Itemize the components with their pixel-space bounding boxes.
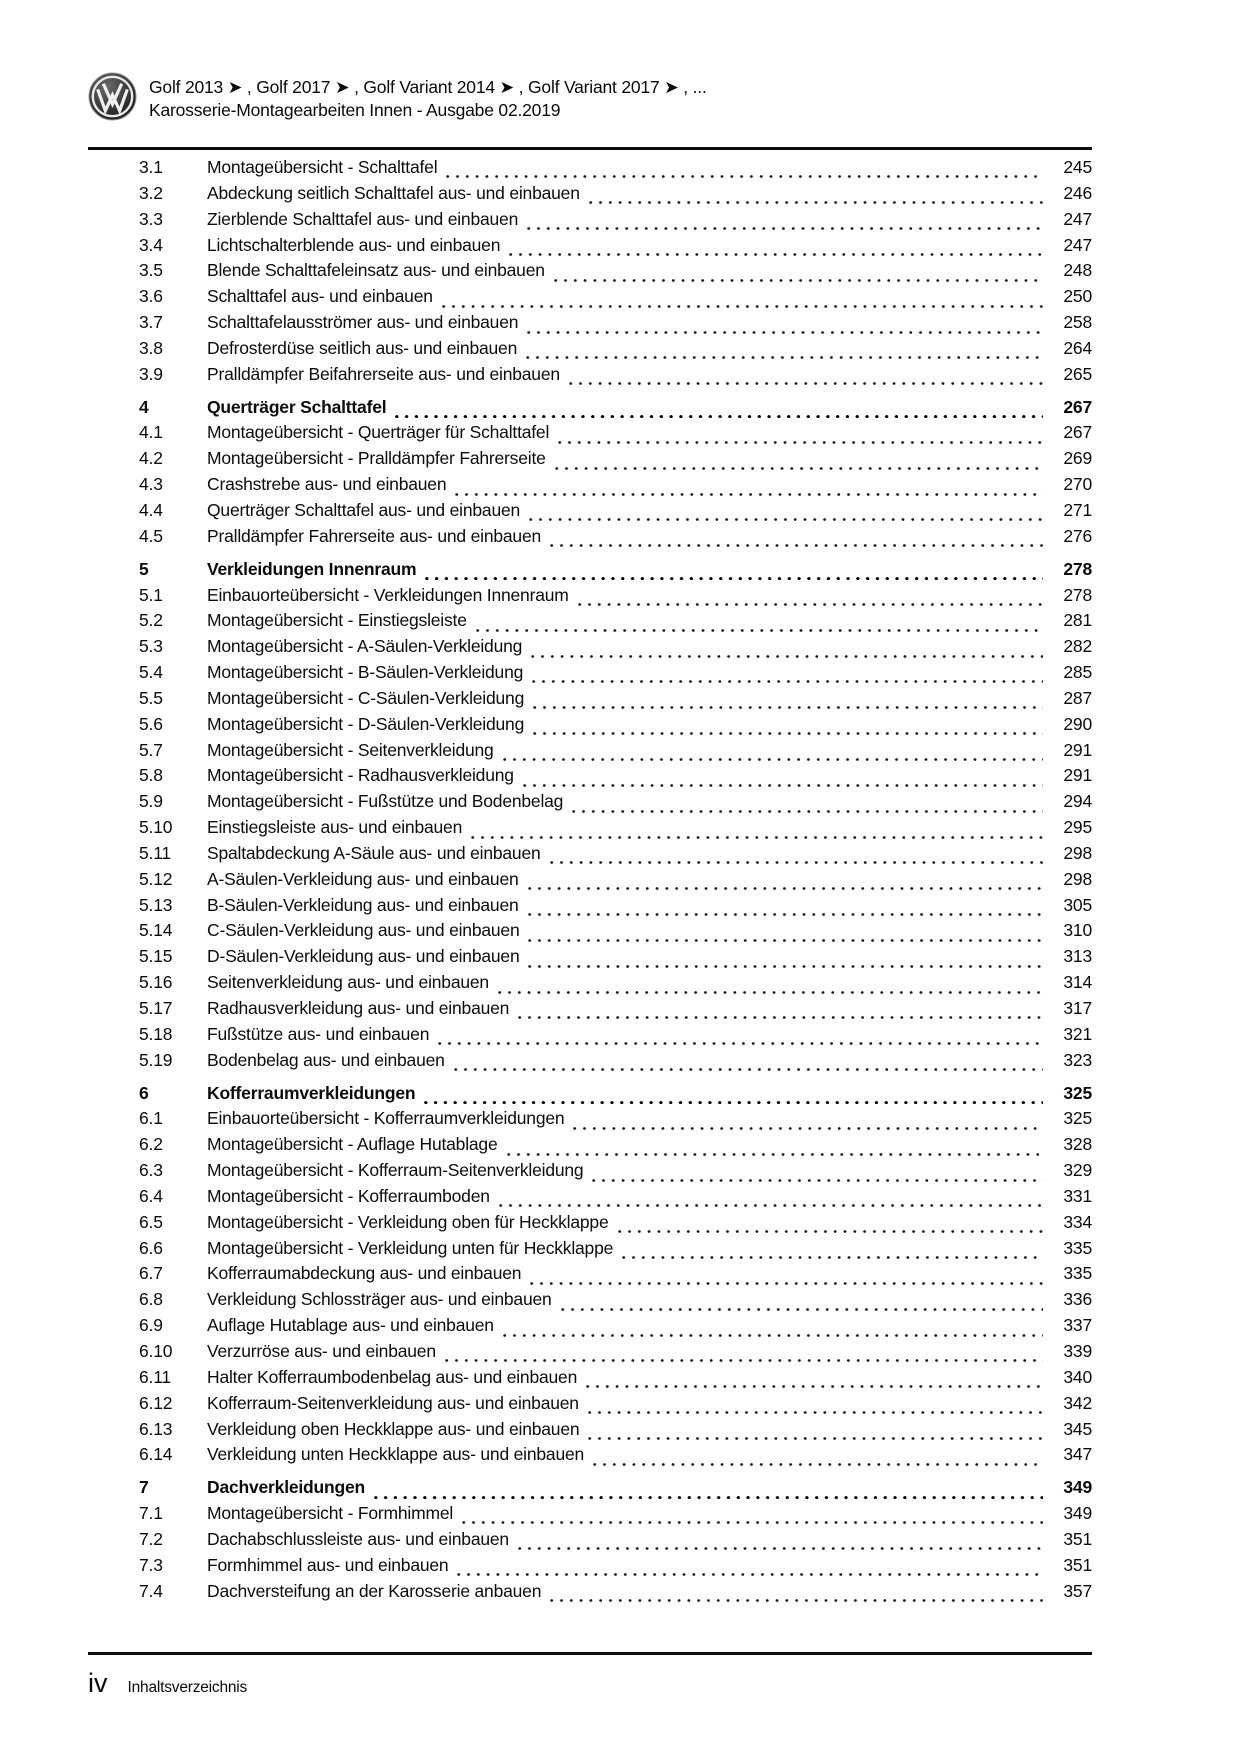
toc-dot-leader [499, 1204, 1043, 1207]
toc-dot-leader [438, 1042, 1043, 1045]
toc-entry-number: 4 [139, 396, 149, 417]
toc-entry-title: Formhimmel aus- und einbauen [207, 1554, 449, 1575]
toc-entry-title: Zierblende Schalttafel aus- und einbauen [207, 208, 519, 229]
toc-entry-title: Montageübersicht - Pralldämpfer Fahrerseite [207, 448, 546, 469]
toc-entry[interactable] [88, 1083, 1092, 1109]
toc-entry-number: 6.10 [139, 1340, 173, 1361]
vw-logo-icon [88, 72, 137, 121]
toc-entry[interactable] [88, 1212, 1092, 1238]
toc-entry-title: Kofferraum-Seitenverkleidung aus- und einbauen [207, 1392, 579, 1413]
toc-entry[interactable] [88, 1108, 1092, 1134]
toc-entry-page: 267 [1063, 396, 1092, 417]
toc-entry-title: Verkleidung unten Heckklappe aus- und einbauen [207, 1444, 585, 1465]
toc-entry[interactable] [88, 895, 1092, 921]
toc-entry[interactable] [88, 1160, 1092, 1186]
toc-dot-leader [425, 577, 1043, 580]
toc-dot-leader [572, 810, 1043, 813]
toc-dot-leader [622, 1256, 1043, 1259]
toc-entry-page: 282 [1063, 636, 1092, 657]
toc-entry-number: 6.11 [139, 1366, 171, 1387]
toc-entry-number: 5.2 [139, 610, 163, 631]
toc-entry-title: Montageübersicht - Einstiegsleiste [207, 610, 467, 631]
toc-entry-page: 334 [1063, 1211, 1092, 1232]
toc-entry[interactable] [88, 998, 1092, 1024]
toc-entry[interactable] [88, 209, 1092, 235]
toc-dot-leader [573, 1127, 1043, 1130]
toc-dot-leader [374, 1496, 1043, 1499]
toc-entry-title: Montageübersicht - Verkleidung unten für Heckklappe [207, 1237, 614, 1258]
toc-entry-number: 5.4 [139, 662, 163, 683]
page-footer [88, 1668, 1092, 1698]
toc-dot-leader [561, 1308, 1043, 1311]
toc-entry-page: 335 [1063, 1237, 1092, 1258]
toc-entry[interactable] [88, 1367, 1092, 1393]
toc-entry-title: Montageübersicht - Kofferraum-Seitenverkleidung [207, 1160, 584, 1181]
toc-entry-page: 278 [1063, 558, 1092, 579]
toc-dot-leader [586, 1385, 1043, 1388]
toc-entry-number: 3.6 [139, 286, 163, 307]
header-divider [88, 147, 1092, 150]
toc-entry-page: 298 [1063, 842, 1092, 863]
toc-entry[interactable] [88, 364, 1092, 390]
toc-entry[interactable] [88, 397, 1092, 423]
toc-entry-page: 305 [1063, 894, 1092, 915]
toc-entry-number: 5.9 [139, 791, 163, 812]
toc-entry-title: Fußstütze aus- und einbauen [207, 1023, 430, 1044]
toc-dot-leader [462, 1521, 1043, 1524]
toc-dot-leader [523, 784, 1043, 787]
toc-entry-number: 7.2 [139, 1528, 163, 1549]
toc-entry[interactable] [88, 610, 1092, 636]
toc-entry[interactable] [88, 422, 1092, 448]
toc-entry-title: Querträger Schalttafel aus- und einbauen [207, 499, 521, 520]
toc-entry[interactable] [88, 1315, 1092, 1341]
toc-dot-leader [528, 939, 1043, 942]
toc-entry-number: 3.4 [139, 234, 163, 255]
toc-entry-number: 4.1 [139, 422, 163, 443]
toc-dot-leader [550, 1599, 1043, 1602]
footer-section-label: Inhaltsverzeichnis [127, 1679, 248, 1696]
toc-entry-page: 291 [1063, 765, 1092, 786]
toc-entry-number: 5.8 [139, 765, 163, 786]
toc-entry-page: 325 [1063, 1108, 1092, 1129]
toc-entry-title: Radhausverkleidung aus- und einbauen [207, 998, 510, 1018]
toc-dot-leader [395, 415, 1043, 418]
toc-entry-number: 4.3 [139, 474, 163, 495]
toc-entry-page: 347 [1063, 1444, 1092, 1465]
toc-dot-leader [518, 1547, 1043, 1550]
toc-entry-page: 294 [1063, 791, 1092, 812]
toc-entry-page: 285 [1063, 662, 1092, 683]
toc-entry-number: 5.1 [139, 584, 163, 605]
toc-entry[interactable] [88, 1050, 1092, 1076]
toc-entry-number: 3.8 [139, 337, 163, 358]
toc-entry-page: 349 [1063, 1477, 1092, 1498]
toc-entry[interactable] [88, 1393, 1092, 1419]
toc-entry-title: Schalttafel aus- und einbauen [207, 286, 433, 307]
toc-dot-leader [533, 732, 1043, 735]
toc-entry-number: 6.8 [139, 1289, 163, 1310]
toc-dot-leader [558, 441, 1043, 444]
toc-entry-number: 5 [139, 558, 149, 579]
toc-entry-number: 5.13 [139, 894, 173, 915]
toc-entry-number: 5.18 [139, 1023, 173, 1044]
page-header [88, 70, 1092, 122]
toc-entry-number: 4.2 [139, 448, 163, 469]
toc-entry-title: Kofferraumabdeckung aus- und einbauen [207, 1263, 522, 1284]
toc-entry-number: 4.5 [139, 525, 163, 546]
toc-dot-leader [530, 1282, 1043, 1285]
toc-entry-title: Querträger Schalttafel [207, 396, 387, 417]
toc-entry-page: 331 [1063, 1185, 1092, 1206]
toc-entry-title: Abdeckung seitlich Schalttafel aus- und einbauen [207, 182, 580, 203]
toc-entry[interactable] [88, 740, 1092, 766]
toc-entry-number: 3.1 [139, 157, 163, 177]
toc-entry[interactable] [88, 1529, 1092, 1555]
toc-entry[interactable] [88, 500, 1092, 526]
toc-entry[interactable] [88, 843, 1092, 869]
toc-entry-title: Montageübersicht - B-Säulen-Verkleidung [207, 662, 524, 683]
toc-entry-number: 6.6 [139, 1237, 163, 1258]
header-models-line: Golf 2013 ➤ , Golf 2017 ➤ , Golf Variant 2014 ➤ , Golf Variant 2017 ➤ , ... [149, 77, 707, 97]
toc-entry[interactable] [88, 714, 1092, 740]
toc-entry-title: Einbauorteübersicht - Verkleidungen Innenraum [207, 584, 569, 605]
toc-entry-title: B-Säulen-Verkleidung aus- und einbauen [207, 894, 519, 915]
toc-entry[interactable] [88, 1289, 1092, 1315]
toc-dot-leader [533, 706, 1043, 709]
toc-entry-page: 247 [1063, 208, 1092, 229]
toc-dot-leader [471, 836, 1043, 839]
toc-dot-leader [498, 991, 1043, 994]
toc-entry-number: 5.7 [139, 739, 163, 760]
toc-entry-number: 6.13 [139, 1418, 173, 1439]
toc-entry-title: Lichtschalterblende aus- und einbauen [207, 234, 501, 255]
toc-entry-title: Montageübersicht - Formhimmel [207, 1503, 454, 1524]
toc-entry-page: 345 [1063, 1418, 1092, 1439]
toc-entry-page: 264 [1063, 337, 1092, 358]
toc-entry-title: Montageübersicht - D-Säulen-Verkleidung [207, 713, 525, 734]
toc-entry-number: 6.7 [139, 1263, 163, 1284]
toc-entry-number: 5.19 [139, 1049, 173, 1070]
toc-entry[interactable] [88, 791, 1092, 817]
toc-entry-number: 5.3 [139, 636, 163, 657]
toc-entry-title: Verkleidung Schlossträger aus- und einbauen [207, 1289, 552, 1310]
toc-entry-number: 5.10 [139, 817, 173, 838]
toc-dot-leader [507, 1153, 1044, 1156]
toc-entry-page: 313 [1063, 946, 1092, 967]
toc-entry[interactable] [88, 1419, 1092, 1445]
toc-entry-number: 5.6 [139, 713, 163, 734]
toc-entry-page: 342 [1063, 1392, 1092, 1413]
toc-entry-page: 323 [1063, 1049, 1092, 1070]
toc-entry-number: 3.2 [139, 182, 163, 203]
toc-dot-leader [528, 913, 1043, 916]
toc-dot-leader [555, 467, 1043, 470]
toc-entry-page: 287 [1063, 687, 1092, 708]
toc-entry-page: 258 [1063, 312, 1092, 333]
toc-entry-number: 3.3 [139, 208, 163, 229]
toc-entry[interactable] [88, 1238, 1092, 1264]
toc-entry-title: Montageübersicht - Kofferraumboden [207, 1185, 490, 1206]
toc-entry-title: Montageübersicht - Schalttafel [207, 157, 438, 177]
toc-entry-page: 269 [1063, 448, 1092, 469]
toc-entry-page: 351 [1063, 1554, 1092, 1575]
toc-entry-page: 340 [1063, 1366, 1092, 1387]
toc-entry-title: Bodenbelag aus- und einbauen [207, 1049, 445, 1070]
toc-entry-number: 3.5 [139, 260, 163, 281]
toc-entry[interactable] [88, 972, 1092, 998]
toc-entry-title: Crashstrebe aus- und einbauen [207, 474, 447, 495]
toc-entry-page: 295 [1063, 817, 1092, 838]
toc-entry-page: 335 [1063, 1263, 1092, 1284]
toc-entry[interactable] [88, 260, 1092, 286]
toc-entry-title: Schalttafelausströmer aus- und einbauen [207, 312, 519, 333]
toc-entry[interactable] [88, 1555, 1092, 1581]
toc-entry[interactable] [88, 286, 1092, 312]
toc-entry[interactable] [88, 920, 1092, 946]
toc-dot-leader [442, 305, 1043, 308]
toc-entry-page: 267 [1063, 422, 1092, 443]
toc-entry-title: Einbauorteübersicht - Kofferraumverkleidungen [207, 1108, 565, 1129]
toc-entry-number: 5.17 [139, 998, 173, 1018]
toc-entry-page: 247 [1063, 234, 1092, 255]
toc-dot-leader [578, 603, 1043, 606]
toc-entry-title: Dachabschlussleiste aus- und einbauen [207, 1528, 509, 1549]
toc-entry[interactable] [88, 946, 1092, 972]
toc-entry[interactable] [88, 312, 1092, 338]
toc-entry-number: 6.12 [139, 1392, 173, 1413]
toc-entry[interactable] [88, 1186, 1092, 1212]
toc-entry[interactable] [88, 448, 1092, 474]
toc-dot-leader [527, 331, 1043, 334]
toc-entry-page: 250 [1063, 286, 1092, 307]
toc-entry-title: Montageübersicht - Fußstütze und Bodenbelag [207, 791, 564, 812]
toc-entry-title: D-Säulen-Verkleidung aus- und einbauen [207, 946, 520, 967]
toc-entry-page: 329 [1063, 1160, 1092, 1181]
toc-entry[interactable] [88, 636, 1092, 662]
toc-entry[interactable] [88, 662, 1092, 688]
toc-dot-leader [528, 965, 1043, 968]
toc-entry-page: 270 [1063, 474, 1092, 495]
toc-entry-page: 317 [1063, 998, 1092, 1018]
toc-entry[interactable] [88, 526, 1092, 552]
toc-dot-leader [592, 1179, 1043, 1182]
toc-entry-title: Halter Kofferraumbodenbelag aus- und einbauen [207, 1366, 578, 1387]
toc-entry-title: Montageübersicht - Seitenverkleidung [207, 739, 494, 760]
toc-entry-page: 325 [1063, 1082, 1092, 1103]
toc-entry[interactable] [88, 1263, 1092, 1289]
toc-entry-page: 321 [1063, 1023, 1092, 1044]
toc-dot-leader [424, 1101, 1043, 1104]
toc-dot-leader [554, 279, 1043, 282]
toc-entry-title: Blende Schalttafeleinsatz aus- und einbauen [207, 260, 545, 281]
toc-dot-leader [527, 227, 1043, 230]
toc-dot-leader [532, 680, 1043, 683]
toc-entry[interactable] [88, 183, 1092, 209]
toc-dot-leader [503, 758, 1043, 761]
toc-entry-title: Montageübersicht - Verkleidung oben für Heckklappe [207, 1211, 609, 1232]
toc-entry[interactable] [88, 1134, 1092, 1160]
toc-entry[interactable] [88, 765, 1092, 791]
toc-list [88, 157, 1092, 1606]
toc-entry-number: 3.7 [139, 312, 163, 333]
toc-entry-page: 246 [1063, 182, 1092, 203]
toc-entry[interactable] [88, 235, 1092, 261]
toc-entry-title: A-Säulen-Verkleidung aus- und einbauen [207, 868, 519, 889]
toc-dot-leader [445, 1359, 1043, 1362]
toc-entry-number: 3.9 [139, 363, 163, 384]
toc-entry-page: 336 [1063, 1289, 1092, 1310]
toc-entry-title: Montageübersicht - C-Säulen-Verkleidung [207, 687, 525, 708]
toc-entry[interactable] [88, 1341, 1092, 1367]
toc-entry-title: C-Säulen-Verkleidung aus- und einbauen [207, 920, 520, 941]
toc-dot-leader [529, 518, 1043, 521]
toc-entry-title: Verkleidungen Innenraum [207, 558, 417, 579]
toc-entry-title: Defrosterdüse seitlich aus- und einbauen [207, 337, 518, 358]
toc-entry-page: 314 [1063, 972, 1092, 993]
toc-entry[interactable] [88, 1581, 1092, 1607]
toc-entry-page: 339 [1063, 1340, 1092, 1361]
toc-entry-number: 6.5 [139, 1211, 163, 1232]
toc-entry-page: 276 [1063, 525, 1092, 546]
toc-entry-title: Montageübersicht - Querträger für Schalttafel [207, 422, 550, 443]
toc-dot-leader [588, 1437, 1043, 1440]
toc-dot-leader [528, 887, 1043, 890]
footer-divider [88, 1652, 1092, 1655]
toc-dot-leader [526, 356, 1043, 359]
toc-entry-page: 281 [1063, 610, 1092, 631]
toc-dot-leader [476, 629, 1043, 632]
toc-entry-title: Spaltabdeckung A-Säule aus- und einbauen [207, 842, 541, 863]
toc-entry[interactable] [88, 1503, 1092, 1529]
toc-entry-number: 4.4 [139, 499, 163, 520]
toc-entry-page: 265 [1063, 363, 1092, 384]
toc-entry-page: 290 [1063, 713, 1092, 734]
toc-entry-number: 7.4 [139, 1580, 163, 1601]
toc-entry[interactable] [88, 1444, 1092, 1470]
toc-entry-number: 6.14 [139, 1444, 173, 1465]
toc-entry[interactable] [88, 688, 1092, 714]
toc-dot-leader [550, 544, 1043, 547]
toc-entry-number: 6.2 [139, 1134, 163, 1155]
toc-entry-title: Seitenverkleidung aus- und einbauen [207, 972, 489, 993]
toc-entry[interactable] [88, 817, 1092, 843]
toc-entry-title: Verzurröse aus- und einbauen [207, 1340, 436, 1361]
toc-entry-page: 245 [1063, 157, 1092, 177]
toc-dot-leader [509, 253, 1043, 256]
toc-entry-page: 291 [1063, 739, 1092, 760]
toc-dot-leader [454, 1068, 1043, 1071]
toc-dot-leader [569, 382, 1043, 385]
toc-entry-page: 349 [1063, 1503, 1092, 1524]
toc-entry-number: 5.15 [139, 946, 173, 967]
toc-entry-number: 5.11 [139, 842, 171, 863]
toc-entry[interactable] [88, 1477, 1092, 1503]
toc-entry-page: 298 [1063, 868, 1092, 889]
toc-entry-number: 6.9 [139, 1315, 163, 1336]
toc-entry-number: 6.4 [139, 1185, 163, 1206]
toc-dot-leader [518, 1016, 1043, 1019]
toc-entry-page: 248 [1063, 260, 1092, 281]
toc-entry-number: 7.3 [139, 1554, 163, 1575]
toc-entry-page: 337 [1063, 1315, 1092, 1336]
toc-entry-number: 6.1 [139, 1108, 163, 1129]
toc-dot-leader [588, 1411, 1043, 1414]
toc-dot-leader [503, 1334, 1043, 1337]
toc-dot-leader [618, 1230, 1044, 1233]
toc-entry[interactable] [88, 338, 1092, 364]
toc-entry-title: Einstiegsleiste aus- und einbauen [207, 817, 463, 838]
toc-entry-title: Auflage Hutablage aus- und einbauen [207, 1315, 494, 1336]
toc-entry-title: Montageübersicht - A-Säulen-Verkleidung [207, 636, 523, 657]
toc-entry-page: 351 [1063, 1528, 1092, 1549]
toc-entry-number: 5.14 [139, 920, 173, 941]
toc-entry[interactable] [88, 1024, 1092, 1050]
toc-entry-number: 6.3 [139, 1160, 163, 1181]
toc-dot-leader [446, 175, 1043, 178]
header-subtitle-line: Karosserie-Montagearbeiten Innen - Ausgabe 02.2019 [149, 100, 561, 120]
toc-entry-number: 7.1 [139, 1503, 163, 1524]
toc-entry-number: 6 [139, 1082, 149, 1103]
toc-dot-leader [457, 1573, 1043, 1576]
toc-dot-leader [589, 201, 1043, 204]
toc-entry-page: 310 [1063, 920, 1092, 941]
toc-entry-page: 278 [1063, 584, 1092, 605]
toc-entry-page: 357 [1063, 1580, 1092, 1601]
toc-entry[interactable] [88, 157, 1092, 183]
toc-entry[interactable] [88, 474, 1092, 500]
toc-entry-title: Montageübersicht - Radhausverkleidung [207, 765, 514, 786]
toc-entry-title: Montageübersicht - Auflage Hutablage [207, 1134, 498, 1155]
toc-entry-number: 5.12 [139, 868, 173, 889]
toc-entry-page: 328 [1063, 1134, 1092, 1155]
toc-dot-leader [593, 1463, 1043, 1466]
toc-entry-title: Dachversteifung an der Karosserie anbauen [207, 1580, 542, 1601]
toc-entry-page: 271 [1063, 499, 1092, 520]
toc-entry[interactable] [88, 585, 1092, 611]
toc-dot-leader [531, 655, 1043, 658]
footer-page-number: iv [88, 1668, 108, 1698]
toc-entry-title: Kofferraumverkleidungen [207, 1082, 416, 1103]
toc-entry-number: 7 [139, 1477, 149, 1498]
toc-entry-title: Pralldämpfer Beifahrerseite aus- und einbauen [207, 363, 560, 384]
toc-entry[interactable] [88, 559, 1092, 585]
toc-dot-leader [455, 493, 1043, 496]
toc-dot-leader [550, 861, 1043, 864]
toc-entry[interactable] [88, 869, 1092, 895]
toc-entry-number: 5.16 [139, 972, 173, 993]
toc-entry-title: Pralldämpfer Fahrerseite aus- und einbauen [207, 525, 542, 546]
toc-entry-number: 5.5 [139, 687, 163, 708]
toc-entry-title: Verkleidung oben Heckklappe aus- und einbauen [207, 1418, 580, 1439]
toc-entry-title: Dachverkleidungen [207, 1477, 366, 1498]
